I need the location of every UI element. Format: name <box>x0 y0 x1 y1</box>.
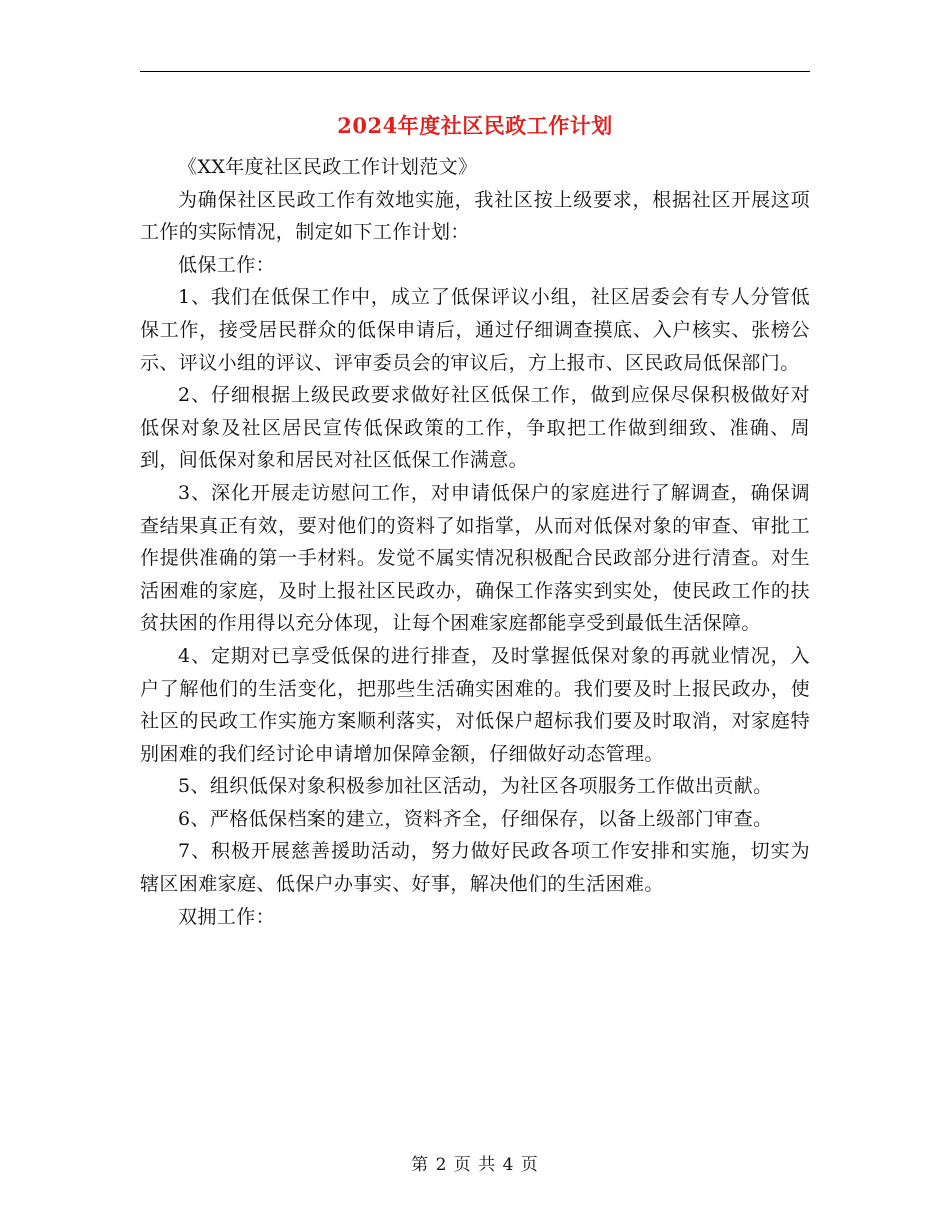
paragraph-subtitle: 《XX年度社区民政工作计划范文》 <box>178 156 478 178</box>
paragraph-item-1: 1、我们在低保工作中，成立了低保评议小组，社区居委会有专人分管低保工作，接受居民群众的低保申请后，通过仔细调查摸底、入户核实、张榜公示、评议小组的评议、评审委员会的审议后，方上报市、区民政局低保部门。 <box>140 286 810 374</box>
paragraph-item-3: 3、深化开展走访慰问工作，对申请低保户的家庭进行了解调查，确保调查结果真正有效，要对他们的资料了如指掌，从而对低保对象的审查、审批工作提供准确的第一手材料。发觉不属实情况积极配合民政部分进行清查。对生活困难的家庭，及时上报社区民政办，确保工作落实到实处，使民政工作的扶贫扶困的作用得以充分体现，让每个困难家庭都能享受到最低生活保障。 <box>140 481 810 635</box>
paragraph-intro: 为确保社区民政工作有效地实施，我社区按上级要求，根据社区开展这项工作的实际情况，制定如下工作计划： <box>140 188 810 244</box>
header-rule <box>140 71 810 72</box>
paragraph-item-4: 4、定期对已享受低保的进行排查，及时掌握低保对象的再就业情况，入户了解他们的生活变化，把那些生活确实困难的。我们要及时上报民政办，使社区的民政工作实施方案顺利落实，对低保户超标我们要及时取消，对家庭特别困难的我们经讨论申请增加保障金额，仔细做好动态管理。 <box>140 644 810 765</box>
paragraph-item-7: 7、积极开展慈善援助活动，努力做好民政各项工作安排和实施，切实为辖区困难家庭、低保户办事实、好事，解决他们的生活困难。 <box>140 840 810 896</box>
page-number-footer: 第 2 页 共 4 页 <box>411 1155 539 1175</box>
section-heading-dibao: 低保工作： <box>178 253 276 276</box>
paragraph-item-2: 2、仔细根据上级民政要求做好社区低保工作，做到应保尽保积极做好对低保对象及社区居民宣传低保政策的工作，争取把工作做到细致、准确、周到，间低保对象和居民对社区低保工作满意。 <box>140 384 810 472</box>
section-heading-shuangyong: 双拥工作： <box>178 905 276 928</box>
document-title: 2024年度社区民政工作计划 <box>337 113 613 138</box>
paragraph-item-5: 5、组织低保对象积极参加社区活动，为社区各项服务工作做出贡献。 <box>178 775 773 798</box>
paragraph-item-6: 6、严格低保档案的建立，资料齐全，仔细保存，以备上级部门审查。 <box>178 807 773 830</box>
document-body <box>140 151 810 933</box>
